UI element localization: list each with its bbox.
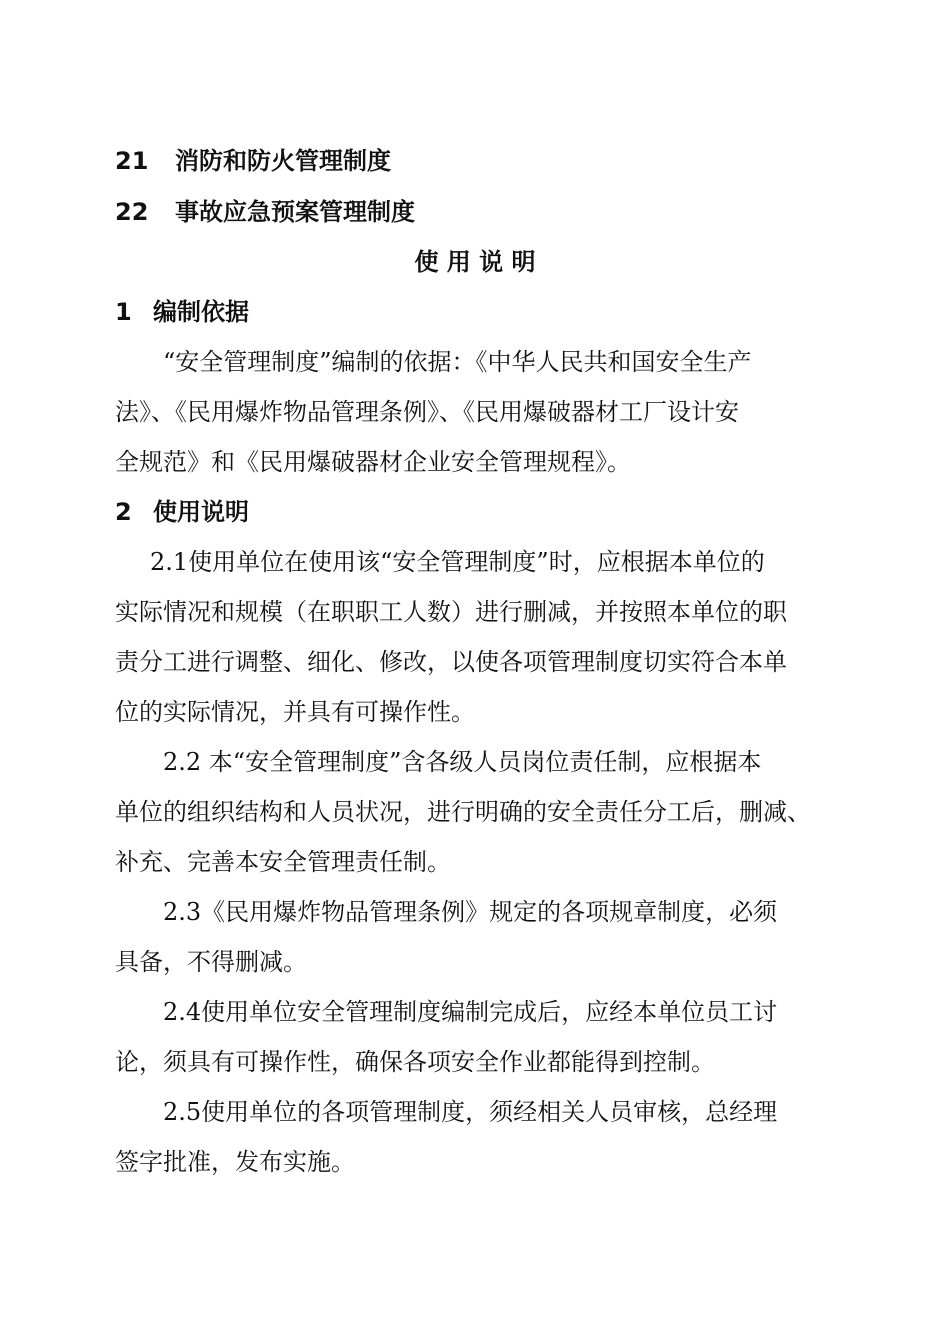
body-line: 2.4使用单位安全管理制度编制完成后，应经本单位员工讨 (163, 998, 778, 1026)
section-number: 1 (115, 298, 132, 326)
body-line: 法》、《民用爆炸物品管理条例》、《民用爆破器材工厂设计安 (115, 398, 739, 426)
body-line: “安全管理制度”编制的依据：《中华人民共和国安全生产 (163, 348, 752, 376)
list-item (115, 196, 415, 228)
section-title: 使用说明 (153, 498, 249, 526)
section-heading (115, 496, 249, 528)
page-title (0, 246, 950, 278)
body-line: 2.2 本“安全管理制度”含各级人员岗位责任制，应根据本 (163, 748, 762, 776)
page-title-text: 使 用 说 明 (414, 248, 536, 276)
body-line: 2.5使用单位的各项管理制度，须经相关人员审核，总经理 (163, 1098, 778, 1126)
list-item-number: 21 (115, 147, 149, 175)
body-line: 2.3《民用爆炸物品管理条例》规定的各项规章制度，必须 (163, 898, 778, 926)
list-item-text: 消防和防火管理制度 (175, 147, 391, 175)
body-line: 论，须具有可操作性，确保各项安全作业都能得到控制。 (115, 1048, 715, 1076)
body-line: 位的实际情况，并具有可操作性。 (115, 698, 475, 726)
body-line: 具备，不得删减。 (115, 948, 307, 976)
list-item-number: 22 (115, 198, 149, 226)
body-line: 2.1使用单位在使用该“安全管理制度”时，应根据本单位的 (150, 548, 765, 576)
section-number: 2 (115, 498, 132, 526)
section-title: 编制依据 (153, 298, 249, 326)
body-line: 签字批准，发布实施。 (115, 1148, 355, 1176)
body-line: 责分工进行调整、细化、修改，以使各项管理制度切实符合本单 (115, 648, 787, 676)
list-item (115, 145, 391, 177)
body-line: 全规范》和《民用爆破器材企业安全管理规程》。 (115, 448, 631, 476)
body-line: 补充、完善本安全管理责任制。 (115, 848, 451, 876)
body-line: 实际情况和规模（在职职工人数）进行删减，并按照本单位的职 (115, 598, 787, 626)
list-item-text: 事故应急预案管理制度 (175, 198, 415, 226)
section-heading (115, 296, 249, 328)
body-line: 单位的组织结构和人员状况，进行明确的安全责任分工后，删减、 (115, 798, 811, 826)
